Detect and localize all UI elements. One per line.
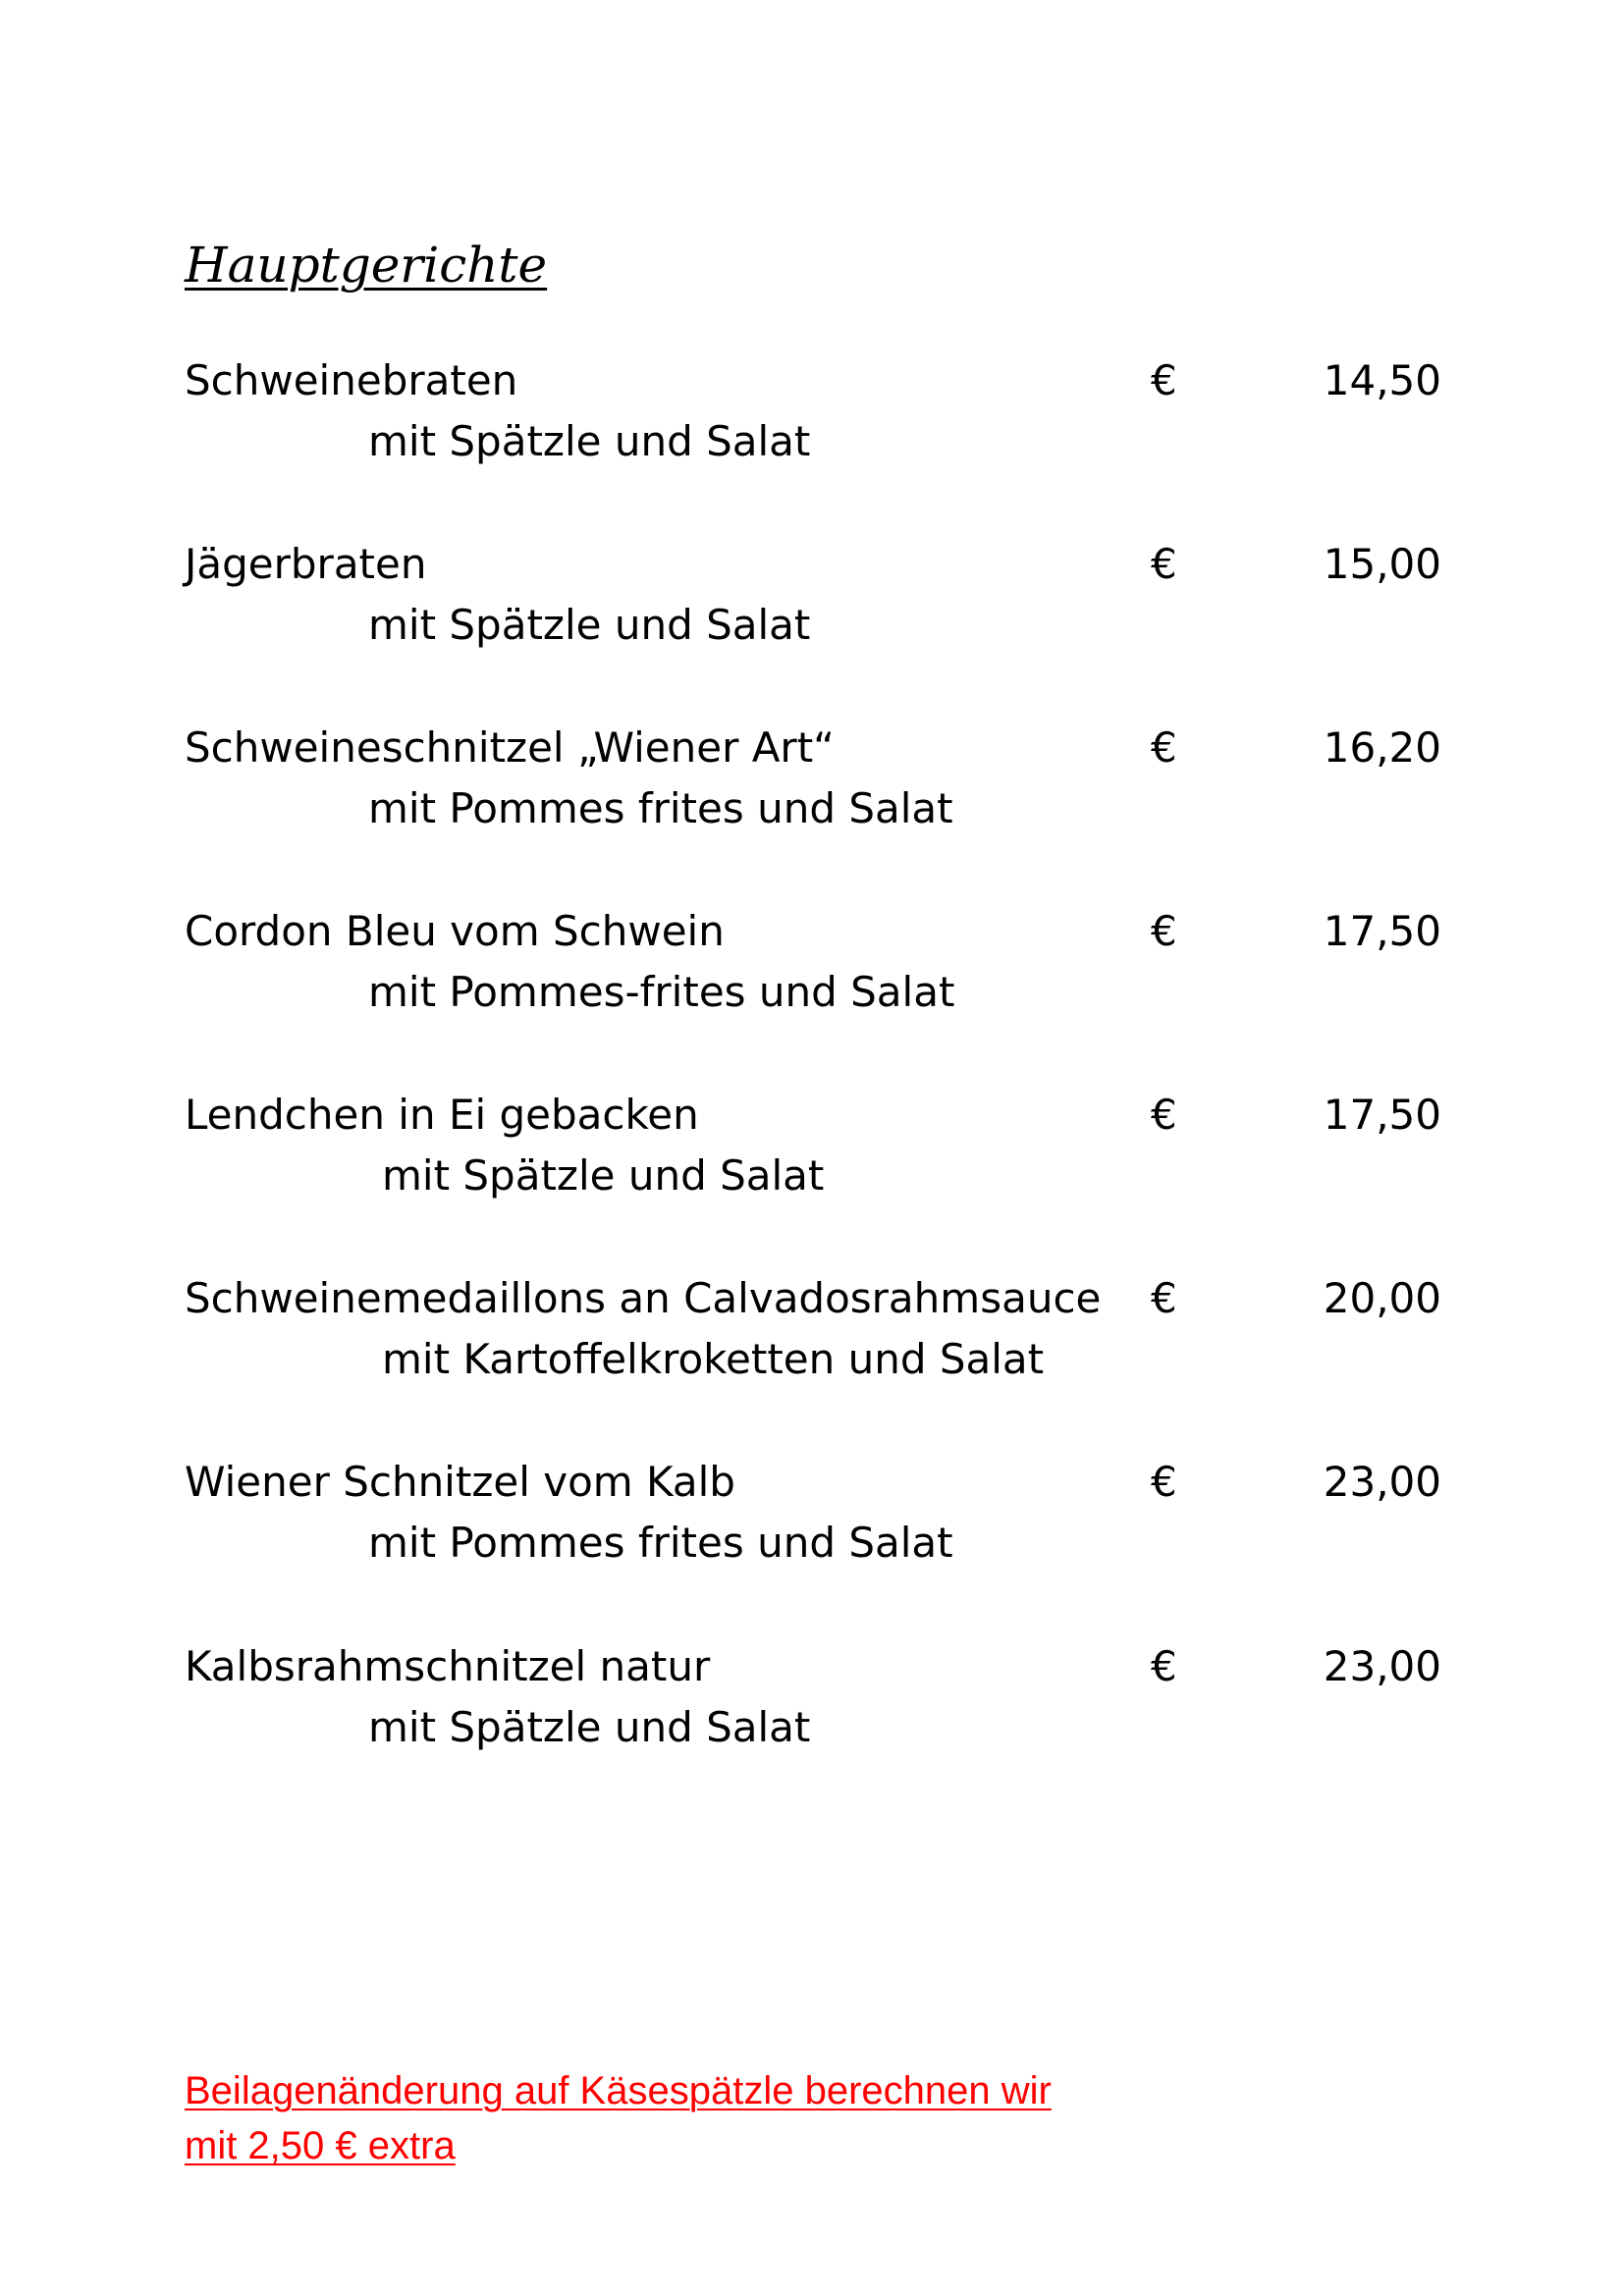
dish-side-dishes: mit Spätzle und Salat (382, 1151, 825, 1200)
dish-name: Cordon Bleu vom Schwein (185, 907, 725, 955)
dish-side-dishes: mit Pommes-frites und Salat (368, 968, 955, 1016)
currency-symbol: € (1151, 1458, 1177, 1506)
dish-side-dishes: mit Kartoffelkroketten und Salat (382, 1335, 1045, 1383)
dish-side-dishes: mit Spätzle und Salat (368, 1703, 811, 1751)
dish-name: Schweinebraten (185, 356, 518, 404)
dish-side-dishes: mit Pommes frites und Salat (368, 1519, 953, 1567)
dish-price: 17,50 (1323, 1091, 1441, 1139)
currency-symbol: € (1151, 1274, 1177, 1322)
currency-symbol: € (1151, 723, 1177, 772)
dish-price: 20,00 (1323, 1274, 1441, 1322)
currency-symbol: € (1151, 356, 1177, 404)
dish-price: 16,20 (1323, 723, 1441, 772)
currency-symbol: € (1151, 1091, 1177, 1139)
menu-item (0, 1639, 1624, 1767)
dish-side-dishes: mit Spätzle und Salat (368, 601, 811, 649)
dish-price: 23,00 (1323, 1458, 1441, 1506)
menu-item (0, 721, 1624, 848)
dish-price: 17,50 (1323, 907, 1441, 955)
dish-name: Schweinemedaillons an Calvadosrahmsauce (185, 1274, 1102, 1322)
currency-symbol: € (1151, 907, 1177, 955)
menu-item (0, 353, 1624, 481)
note-line-1: Beilagenänderung auf Käsespätzle berechnen wir (185, 2069, 1052, 2112)
menu-item (0, 904, 1624, 1032)
side-dish-change-note (185, 2063, 1127, 2173)
menu-item (0, 1088, 1624, 1215)
note-line-2: mit 2,50 € extra (185, 2124, 456, 2167)
currency-symbol: € (1151, 1642, 1177, 1690)
menu-item (0, 1271, 1624, 1399)
dish-name: Kalbsrahmschnitzel natur (185, 1642, 711, 1690)
dish-side-dishes: mit Spätzle und Salat (368, 417, 811, 465)
dish-name: Schweineschnitzel „Wiener Art“ (185, 723, 835, 772)
dish-name: Wiener Schnitzel vom Kalb (185, 1458, 735, 1506)
dish-name: Lendchen in Ei gebacken (185, 1091, 699, 1139)
menu-item (0, 537, 1624, 665)
menu-item (0, 1455, 1624, 1582)
dish-name: Jägerbraten (185, 540, 427, 588)
currency-symbol: € (1151, 540, 1177, 588)
dish-price: 23,00 (1323, 1642, 1441, 1690)
dish-price: 14,50 (1323, 356, 1441, 404)
dish-price: 15,00 (1323, 540, 1441, 588)
menu-heading: Hauptgerichte (185, 237, 548, 294)
dish-side-dishes: mit Pommes frites und Salat (368, 784, 953, 832)
